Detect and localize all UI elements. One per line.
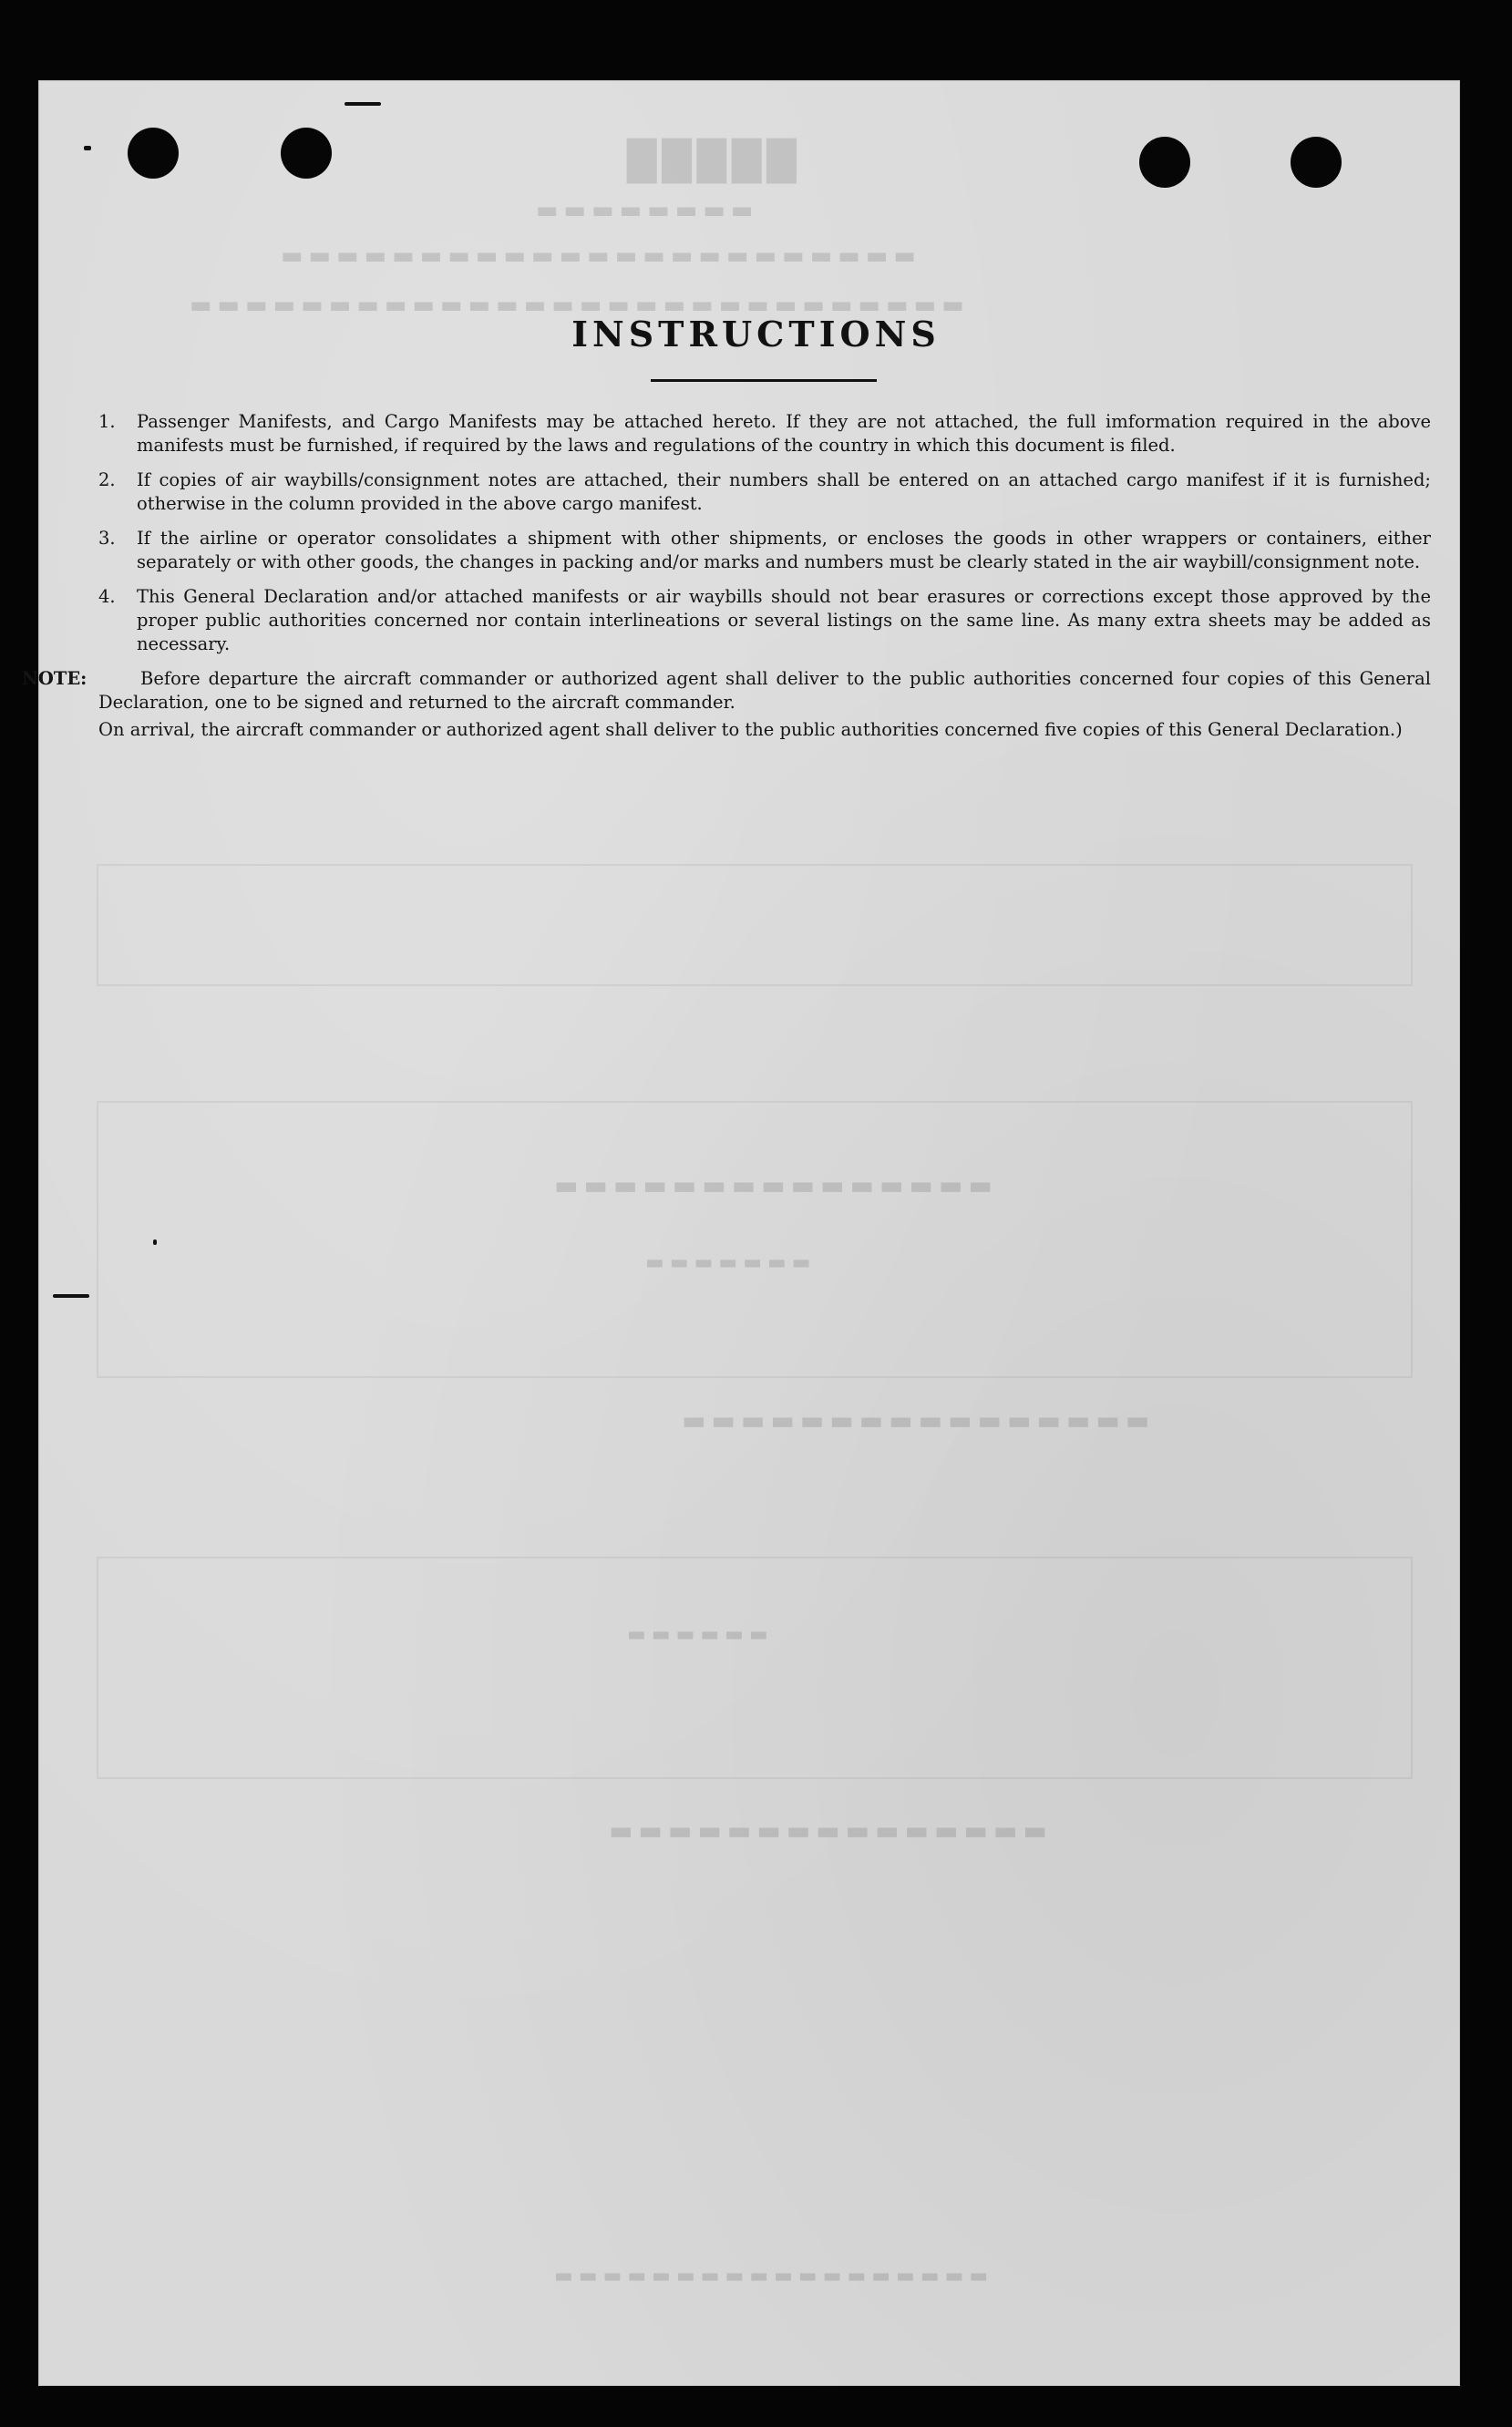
instruction-text: If the airline or operator consolidates a shipment with other shipments, or encloses the goods in other wrappers or containers, either separately or with other goods, the changes in packing and/or marks and numbers must be clearly stated in the air waybill/consignment note. xyxy=(137,528,1431,572)
bleed-through-mark: █████ xyxy=(622,139,797,183)
instruction-text: Passenger Manifests, and Cargo Manifests may be attached hereto. If they are not attached, the full imformation required in the above manifests must be furnished, if required by the laws and regulations of the country in which this document is filed. xyxy=(137,411,1431,456)
punch-hole xyxy=(281,128,332,179)
bleed-through-mark: ▬▬▬▬▬▬ xyxy=(622,1622,768,1646)
instruction-item xyxy=(98,410,1431,458)
note-departure: Before departure the aircraft commander or authorized agent shall deliver to the public authorities concerned four copies of this General Declaration, one to be signed and returned to the aircraft commander. xyxy=(98,668,1431,713)
bleed-through-mark: ▬▬▬▬▬▬▬▬▬▬▬▬▬▬▬▬▬▬▬▬▬▬▬▬▬▬▬▬ xyxy=(184,292,964,319)
note-arrival-text xyxy=(98,718,1431,742)
instruction-number: 3. xyxy=(98,528,116,549)
bleed-through-mark: ▬▬▬▬▬▬▬ xyxy=(640,1250,811,1274)
bleed-through-mark: ▬▬▬▬▬▬▬▬▬▬▬▬▬▬▬ xyxy=(603,1815,1047,1846)
bleed-through-mark: ▬▬▬▬▬▬▬▬ xyxy=(530,197,754,224)
bleed-through-box xyxy=(97,1101,1413,1378)
instruction-number: 2. xyxy=(98,469,116,490)
title-underline xyxy=(651,379,877,382)
scan-speck xyxy=(345,102,381,106)
scan-speck xyxy=(153,1239,157,1245)
note-arrival: On arrival, the aircraft commander or authorized agent shall deliver to the public authorities concerned five copies of this General Declaration.) xyxy=(98,719,1403,740)
scan-speck xyxy=(84,146,91,150)
instruction-item xyxy=(98,468,1431,516)
page-title: INSTRUCTIONS xyxy=(571,314,941,355)
bleed-through-box xyxy=(97,1557,1413,1779)
instructions-list xyxy=(22,410,1431,742)
note-label: NOTE: xyxy=(22,668,87,689)
bleed-through-mark: ▬▬▬▬▬▬▬▬▬▬▬▬▬▬▬ xyxy=(549,1170,993,1200)
bleed-through-mark: ▬▬▬▬▬▬▬▬▬▬▬▬▬▬▬▬▬▬ xyxy=(549,2264,989,2288)
instruction-item xyxy=(98,585,1431,656)
instruction-text: This General Declaration and/or attached manifests or air waybills should not bear erasures or corrections except those approved by the proper public authorities concerned nor contain interlineations or several listings on the same line. As many extra sheets may be added as necessary. xyxy=(137,586,1431,654)
instruction-number: 1. xyxy=(98,411,116,432)
scan-speck xyxy=(53,1294,89,1298)
bleed-through-mark: ▬▬▬▬▬▬▬▬▬▬▬▬▬▬▬▬▬▬▬▬▬▬▬ xyxy=(275,242,917,270)
punch-hole xyxy=(1291,137,1342,188)
instruction-text: If copies of air waybills/consignment notes are attached, their numbers shall be entered on an attached cargo manifest if it is furnished; otherwise in the column provided in the above cargo manifest. xyxy=(137,469,1431,514)
instruction-number: 4. xyxy=(98,586,116,607)
punch-hole xyxy=(128,128,179,179)
bleed-through-box xyxy=(97,864,1413,986)
note-departure-text xyxy=(98,667,1431,715)
bleed-through-mark: ▬▬▬▬▬▬▬▬▬▬▬▬▬▬▬▬ xyxy=(676,1405,1150,1435)
punch-hole xyxy=(1139,137,1190,188)
note-block xyxy=(22,667,1431,742)
instruction-item xyxy=(98,527,1431,574)
